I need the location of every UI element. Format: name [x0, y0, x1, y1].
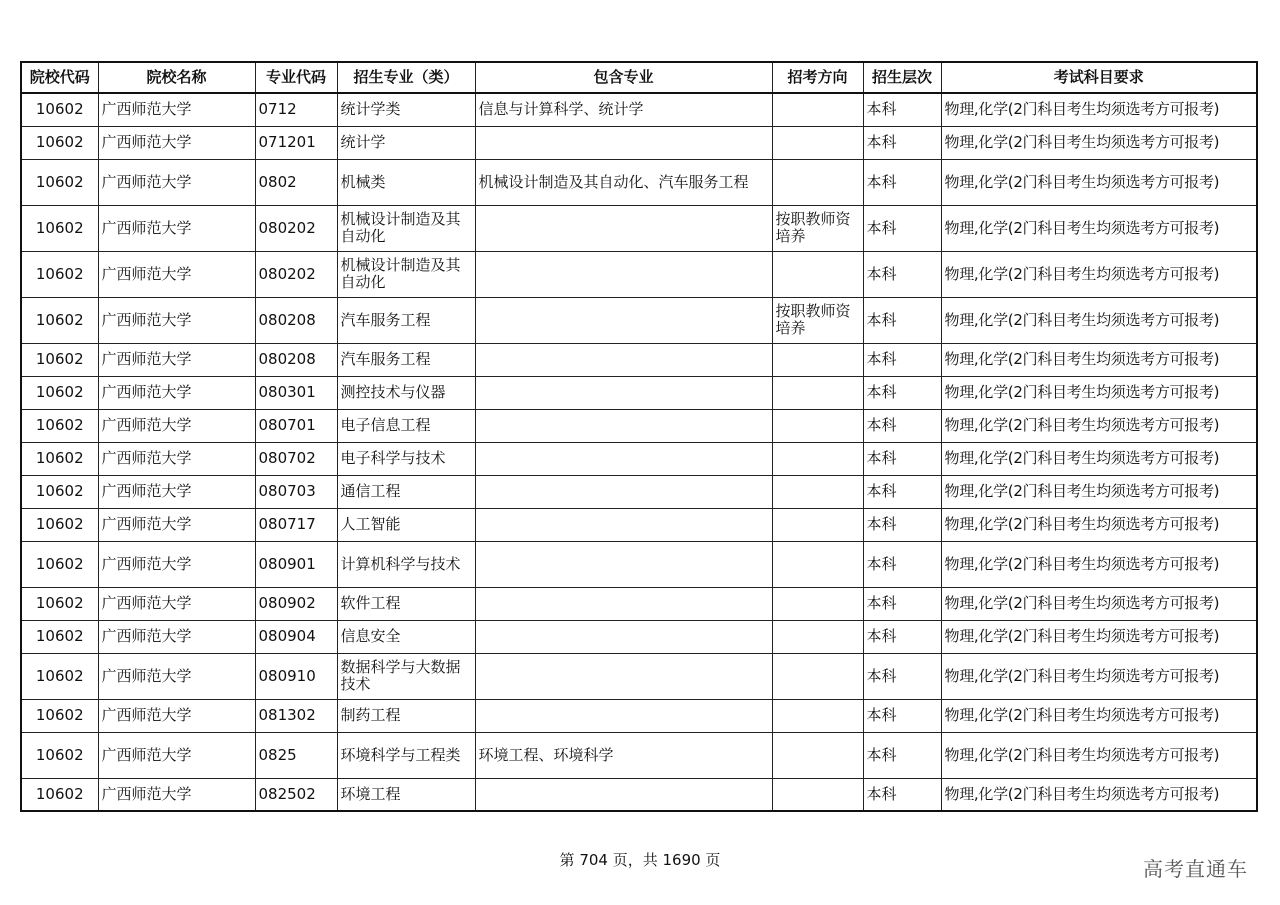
header-school-code: 院校代码 [21, 62, 98, 93]
row-major: 汽车服务工程 [337, 343, 475, 376]
row-requirement: 物理,化学(2门科目考生均须选考方可报考) [941, 732, 1257, 778]
row-direction [772, 343, 863, 376]
row-major: 人工智能 [337, 508, 475, 541]
table-row [21, 93, 1257, 126]
row-school-code: 10602 [21, 541, 98, 587]
header-level: 招生层次 [863, 62, 941, 93]
row-school-name: 广西师范大学 [98, 778, 255, 811]
header-included-majors: 包含专业 [475, 62, 772, 93]
row-school-code: 10602 [21, 376, 98, 409]
table-row [21, 126, 1257, 159]
table-row [21, 251, 1257, 297]
row-included-majors [475, 376, 772, 409]
row-included-majors [475, 653, 772, 699]
row-major: 通信工程 [337, 475, 475, 508]
header-major: 招生专业（类） [337, 62, 475, 93]
row-included-majors: 机械设计制造及其自动化、汽车服务工程 [475, 159, 772, 205]
row-direction [772, 126, 863, 159]
table-row [21, 343, 1257, 376]
row-major-code: 080910 [255, 653, 337, 699]
row-direction [772, 251, 863, 297]
row-major: 软件工程 [337, 587, 475, 620]
row-school-name: 广西师范大学 [98, 541, 255, 587]
row-school-code: 10602 [21, 475, 98, 508]
row-school-name: 广西师范大学 [98, 409, 255, 442]
row-major: 环境科学与工程类 [337, 732, 475, 778]
row-major-code: 071201 [255, 126, 337, 159]
row-major-code: 080902 [255, 587, 337, 620]
table-row [21, 653, 1257, 699]
row-school-code: 10602 [21, 508, 98, 541]
row-school-code: 10602 [21, 409, 98, 442]
table-row [21, 587, 1257, 620]
row-school-name: 广西师范大学 [98, 732, 255, 778]
row-major: 汽车服务工程 [337, 297, 475, 343]
row-school-name: 广西师范大学 [98, 508, 255, 541]
row-major: 计算机科学与技术 [337, 541, 475, 587]
row-major-code: 080703 [255, 475, 337, 508]
row-included-majors [475, 251, 772, 297]
row-school-name: 广西师范大学 [98, 475, 255, 508]
row-direction [772, 159, 863, 205]
row-direction [772, 93, 863, 126]
row-requirement: 物理,化学(2门科目考生均须选考方可报考) [941, 159, 1257, 205]
row-included-majors [475, 475, 772, 508]
row-school-code: 10602 [21, 343, 98, 376]
row-school-code: 10602 [21, 587, 98, 620]
row-school-name: 广西师范大学 [98, 343, 255, 376]
row-school-name: 广西师范大学 [98, 653, 255, 699]
row-requirement: 物理,化学(2门科目考生均须选考方可报考) [941, 620, 1257, 653]
row-major-code: 080208 [255, 343, 337, 376]
header-major-code: 专业代码 [255, 62, 337, 93]
row-major: 机械设计制造及其自动化 [337, 251, 475, 297]
row-included-majors [475, 126, 772, 159]
row-level: 本科 [863, 126, 941, 159]
table-header-row [21, 62, 1257, 93]
row-direction [772, 620, 863, 653]
row-school-code: 10602 [21, 699, 98, 732]
row-school-name: 广西师范大学 [98, 126, 255, 159]
row-major: 机械类 [337, 159, 475, 205]
row-direction [772, 699, 863, 732]
table-row [21, 205, 1257, 251]
row-included-majors [475, 442, 772, 475]
row-requirement: 物理,化学(2门科目考生均须选考方可报考) [941, 126, 1257, 159]
row-school-name: 广西师范大学 [98, 251, 255, 297]
row-direction [772, 409, 863, 442]
row-requirement: 物理,化学(2门科目考生均须选考方可报考) [941, 409, 1257, 442]
row-school-code: 10602 [21, 778, 98, 811]
table-row [21, 159, 1257, 205]
row-school-name: 广西师范大学 [98, 587, 255, 620]
row-school-code: 10602 [21, 653, 98, 699]
row-school-code: 10602 [21, 620, 98, 653]
row-level: 本科 [863, 620, 941, 653]
row-requirement: 物理,化学(2门科目考生均须选考方可报考) [941, 653, 1257, 699]
row-included-majors: 环境工程、环境科学 [475, 732, 772, 778]
table-row [21, 699, 1257, 732]
row-included-majors [475, 620, 772, 653]
row-major-code: 0825 [255, 732, 337, 778]
row-school-name: 广西师范大学 [98, 699, 255, 732]
row-level: 本科 [863, 159, 941, 205]
row-school-code: 10602 [21, 297, 98, 343]
row-school-name: 广西师范大学 [98, 297, 255, 343]
row-requirement: 物理,化学(2门科目考生均须选考方可报考) [941, 376, 1257, 409]
row-major-code: 0802 [255, 159, 337, 205]
row-major-code: 080701 [255, 409, 337, 442]
row-direction [772, 442, 863, 475]
row-direction [772, 732, 863, 778]
row-school-name: 广西师范大学 [98, 620, 255, 653]
row-major: 制药工程 [337, 699, 475, 732]
row-included-majors: 信息与计算科学、统计学 [475, 93, 772, 126]
row-level: 本科 [863, 475, 941, 508]
row-major-code: 080208 [255, 297, 337, 343]
row-major: 环境工程 [337, 778, 475, 811]
admissions-table [20, 61, 1258, 812]
table-row [21, 409, 1257, 442]
row-requirement: 物理,化学(2门科目考生均须选考方可报考) [941, 93, 1257, 126]
row-direction [772, 475, 863, 508]
row-school-name: 广西师范大学 [98, 159, 255, 205]
row-included-majors [475, 409, 772, 442]
row-major-code: 082502 [255, 778, 337, 811]
table-row [21, 508, 1257, 541]
row-level: 本科 [863, 251, 941, 297]
row-level: 本科 [863, 93, 941, 126]
row-direction [772, 508, 863, 541]
row-level: 本科 [863, 205, 941, 251]
row-level: 本科 [863, 508, 941, 541]
row-level: 本科 [863, 541, 941, 587]
row-major-code: 081302 [255, 699, 337, 732]
row-school-code: 10602 [21, 205, 98, 251]
row-direction: 按职教师资培养 [772, 205, 863, 251]
row-major: 电子科学与技术 [337, 442, 475, 475]
row-requirement: 物理,化学(2门科目考生均须选考方可报考) [941, 508, 1257, 541]
row-level: 本科 [863, 442, 941, 475]
row-requirement: 物理,化学(2门科目考生均须选考方可报考) [941, 778, 1257, 811]
row-major-code: 080901 [255, 541, 337, 587]
row-level: 本科 [863, 699, 941, 732]
table-row [21, 541, 1257, 587]
row-major-code: 0712 [255, 93, 337, 126]
row-level: 本科 [863, 297, 941, 343]
row-requirement: 物理,化学(2门科目考生均须选考方可报考) [941, 475, 1257, 508]
row-major-code: 080202 [255, 205, 337, 251]
row-included-majors [475, 205, 772, 251]
row-level: 本科 [863, 778, 941, 811]
table-row [21, 778, 1257, 811]
table-row [21, 620, 1257, 653]
row-school-name: 广西师范大学 [98, 205, 255, 251]
row-included-majors [475, 541, 772, 587]
row-direction [772, 587, 863, 620]
row-school-code: 10602 [21, 93, 98, 126]
row-major: 统计学类 [337, 93, 475, 126]
table-row [21, 376, 1257, 409]
row-included-majors [475, 778, 772, 811]
row-level: 本科 [863, 653, 941, 699]
row-requirement: 物理,化学(2门科目考生均须选考方可报考) [941, 251, 1257, 297]
row-level: 本科 [863, 376, 941, 409]
row-major: 测控技术与仪器 [337, 376, 475, 409]
row-level: 本科 [863, 587, 941, 620]
watermark: 高考直通车 [1143, 857, 1248, 881]
row-included-majors [475, 343, 772, 376]
row-major-code: 080301 [255, 376, 337, 409]
row-included-majors [475, 587, 772, 620]
row-level: 本科 [863, 732, 941, 778]
row-major-code: 080202 [255, 251, 337, 297]
row-requirement: 物理,化学(2门科目考生均须选考方可报考) [941, 343, 1257, 376]
row-major: 机械设计制造及其自动化 [337, 205, 475, 251]
row-school-code: 10602 [21, 251, 98, 297]
row-school-name: 广西师范大学 [98, 93, 255, 126]
row-direction: 按职教师资培养 [772, 297, 863, 343]
header-school-name: 院校名称 [98, 62, 255, 93]
row-level: 本科 [863, 343, 941, 376]
row-major: 电子信息工程 [337, 409, 475, 442]
row-major-code: 080717 [255, 508, 337, 541]
table-row [21, 297, 1257, 343]
row-school-name: 广西师范大学 [98, 376, 255, 409]
table-row [21, 732, 1257, 778]
row-requirement: 物理,化学(2门科目考生均须选考方可报考) [941, 205, 1257, 251]
row-major-code: 080904 [255, 620, 337, 653]
header-direction: 招考方向 [772, 62, 863, 93]
row-school-name: 广西师范大学 [98, 442, 255, 475]
row-requirement: 物理,化学(2门科目考生均须选考方可报考) [941, 297, 1257, 343]
table-row [21, 442, 1257, 475]
page-number: 第 704 页，共 1690 页 [559, 851, 721, 869]
row-requirement: 物理,化学(2门科目考生均须选考方可报考) [941, 587, 1257, 620]
row-included-majors [475, 297, 772, 343]
row-direction [772, 778, 863, 811]
row-direction [772, 376, 863, 409]
row-requirement: 物理,化学(2门科目考生均须选考方可报考) [941, 442, 1257, 475]
row-school-code: 10602 [21, 126, 98, 159]
row-included-majors [475, 508, 772, 541]
row-requirement: 物理,化学(2门科目考生均须选考方可报考) [941, 541, 1257, 587]
row-major-code: 080702 [255, 442, 337, 475]
row-major: 统计学 [337, 126, 475, 159]
row-direction [772, 653, 863, 699]
row-direction [772, 541, 863, 587]
row-major: 数据科学与大数据技术 [337, 653, 475, 699]
row-school-code: 10602 [21, 732, 98, 778]
row-level: 本科 [863, 409, 941, 442]
row-school-code: 10602 [21, 442, 98, 475]
row-major: 信息安全 [337, 620, 475, 653]
header-requirement: 考试科目要求 [941, 62, 1257, 93]
row-requirement: 物理,化学(2门科目考生均须选考方可报考) [941, 699, 1257, 732]
row-included-majors [475, 699, 772, 732]
row-school-code: 10602 [21, 159, 98, 205]
table-body [21, 93, 1257, 811]
table-row [21, 475, 1257, 508]
